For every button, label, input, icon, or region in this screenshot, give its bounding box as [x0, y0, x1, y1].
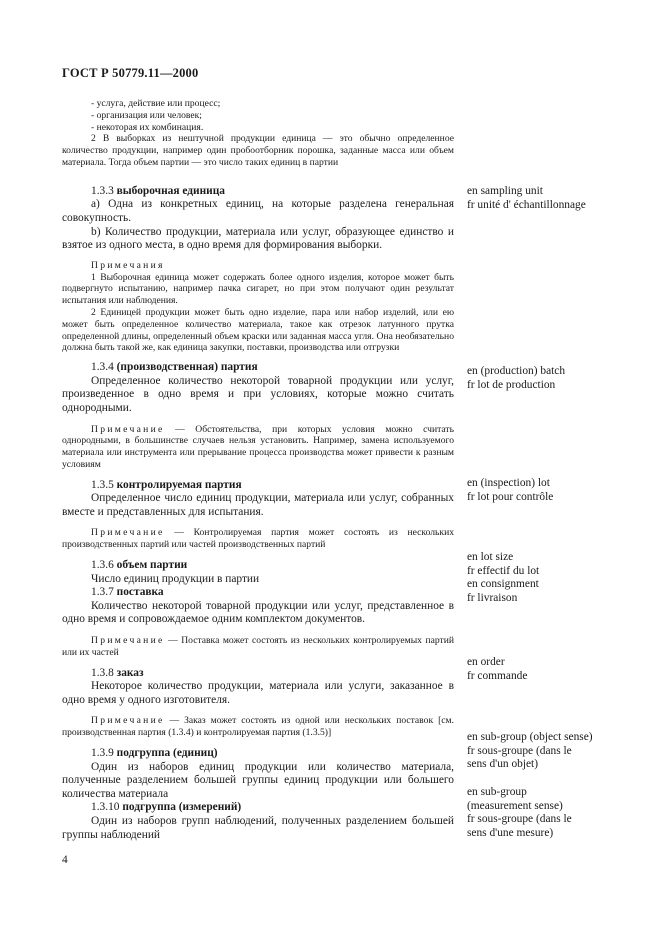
note-1: 1 Выборочная единица может содержать более одного изделия, которое может быть подвергнуто испытанию, например пачка сигарет, но при этом получают один результат испытания или наблюдения. — [62, 271, 454, 307]
note-2: 2 Единицей продукции может быть одно изделие, пара или набор изделий, или ею может быть определенное количество материала, такое как отрезок латунного прутка определенной длины, определенный объем краски или заданная масса угля. Она необязательно должна быть такой же, как единица закупки, поставки, производства или отгрузки — [62, 306, 454, 354]
fr-equivalent: fr unité d' échantillonnage — [467, 198, 586, 211]
note-label: Примечание — [91, 635, 165, 647]
intro-list-item: - организация или человек; — [91, 109, 202, 121]
term-heading-1-3-3 — [62, 185, 454, 199]
en-equivalent: en lot size — [467, 551, 514, 563]
term-name: выборочная единица — [116, 184, 225, 197]
en-equivalent: en consignment — [467, 578, 539, 591]
term-name: объем партии — [116, 559, 188, 572]
note — [62, 424, 454, 471]
term-number: 1.3.9 — [91, 747, 114, 759]
equivalents-1-3-5 — [467, 477, 553, 504]
fr-equivalent: fr lot pour contrôle — [467, 490, 554, 503]
term-name: заказ — [116, 666, 144, 679]
intro-note-2: 2 В выборках из нештучной продукции единица — это обычно определенное количество продукции, например один пробоотборник порошка, заданные масса или объем материала. Тогда объем партии — это число таких единиц в партии — [62, 133, 454, 168]
equivalents-1-3-3 — [467, 185, 586, 212]
fr-equivalent: fr commande — [467, 669, 528, 682]
definition: Один из наборов групп наблюдений, полученных разделением большей группы наблюдений — [62, 814, 454, 841]
en-equivalent: en sub-group — [467, 786, 527, 798]
equivalents-1-3-6-1-3-7 — [467, 551, 539, 605]
term-heading-1-3-9 — [62, 747, 454, 761]
term-number: 1.3.8 — [91, 666, 114, 679]
main-text-column — [62, 98, 454, 842]
note — [62, 527, 454, 551]
note-text: — Поставка может состоять из нескольких контролируемых партий или их частей — [62, 635, 454, 658]
term-name: (производственная) партия — [116, 361, 258, 374]
note-text: — Контролируемая партия может состоять из нескольких производственных партий или частей производственных партий — [62, 527, 454, 551]
en-equivalent: en (inspection) lot — [467, 477, 550, 489]
term-heading-1-3-5 — [62, 479, 454, 493]
notes-heading: Примечания — [91, 259, 165, 271]
term-number: 1.3.3 — [91, 184, 114, 197]
definition: Определенное количество некоторой товарной продукции или услуг, произведенное в одно время и при условиях, которые можно считать однородными. — [62, 374, 454, 414]
definition-a: а) Одна из конкретных единиц, на которые разделена генеральная совокупность. — [62, 198, 454, 224]
fr-equivalent: fr lot de production — [467, 378, 556, 391]
term-number: 1.3.7 — [91, 586, 114, 599]
term-heading-1-3-8 — [62, 667, 454, 681]
term-number: 1.3.10 — [91, 801, 120, 814]
en-equivalent: en (production) batch — [467, 365, 566, 377]
term-name: подгруппа (измерений) — [122, 801, 242, 814]
note — [62, 715, 454, 739]
definition: Количество некоторой товарной продукции или услуг, представленное в одно время и сопровождаемое одним комплектом документов. — [62, 599, 454, 626]
note-text: — Обстоятельства, при которых условия можно считать однородными, в большинстве случаев нельзя установить. Например, замена используемого материала или инструмента или прерывание процесса производства может привести к разным условиям — [62, 423, 454, 470]
definition-b: b) Количество продукции, материала или услуг, образующее единство и взятое из одного места, в одно время для формирования выборки. — [62, 225, 454, 252]
term-number: 1.3.5 — [91, 478, 114, 491]
definition: Определенное число единиц продукции, материала или услуг, собранных вместе и представленных для испытания. — [62, 492, 454, 518]
note — [62, 635, 454, 659]
intro-list-item: - некоторая их комбинация. — [91, 121, 204, 133]
term-heading-1-3-7 — [62, 586, 454, 600]
equivalents-1-3-8 — [467, 656, 527, 683]
definition: Число единиц продукции в партии — [91, 572, 260, 585]
definition: Некоторое количество продукции, материала или услуги, заказанное в одно время у одного изготовителя. — [62, 680, 454, 706]
en-equivalent: en sampling unit — [467, 185, 543, 197]
definition: Один из наборов единиц продукции или количество материала, полученные разделением большей группы единиц продукции или большего количества материала — [62, 760, 454, 800]
term-name: поставка — [116, 586, 164, 599]
term-heading-1-3-4 — [62, 361, 454, 375]
fr-equivalent: fr effectif du lot — [467, 564, 540, 577]
en-equivalent: en sub-group (object sense) — [467, 731, 593, 743]
en-equivalent: (measurement sense) — [467, 799, 563, 812]
term-name: подгруппа (единиц) — [116, 747, 218, 759]
equivalents-1-3-9 — [467, 731, 593, 772]
fr-equivalent: sens d'une mesure) — [467, 826, 554, 839]
note-label: Примечание — [91, 423, 165, 435]
fr-equivalent: fr livraison — [467, 591, 518, 604]
term-number: 1.3.4 — [91, 361, 114, 374]
fr-equivalent: fr sous-groupe (dans le — [467, 744, 572, 757]
note-text: — Заказ может состоять из одной или нескольких поставок [см. производственная партия (1.3.4) и контролируемая партия (1.3.5)] — [62, 715, 454, 739]
intro-list-item: - услуга, действие или процесс; — [91, 98, 221, 109]
standard-code-header: ГОСТ Р 50779.11—2000 — [62, 66, 199, 80]
page-number: 4 — [62, 854, 68, 866]
note-label: Примечание — [91, 527, 165, 539]
equivalents-1-3-10 — [467, 786, 572, 840]
fr-equivalent: sens d'un objet) — [467, 758, 539, 771]
term-number: 1.3.6 — [91, 559, 114, 572]
fr-equivalent: fr sous-groupe (dans le — [467, 813, 572, 826]
equivalents-1-3-4 — [467, 365, 565, 392]
term-name: контролируемая партия — [116, 478, 242, 491]
en-equivalent: en order — [467, 656, 505, 668]
note-label: Примечание — [91, 715, 165, 727]
term-heading-1-3-6 — [62, 559, 454, 573]
term-heading-1-3-10 — [62, 801, 454, 815]
